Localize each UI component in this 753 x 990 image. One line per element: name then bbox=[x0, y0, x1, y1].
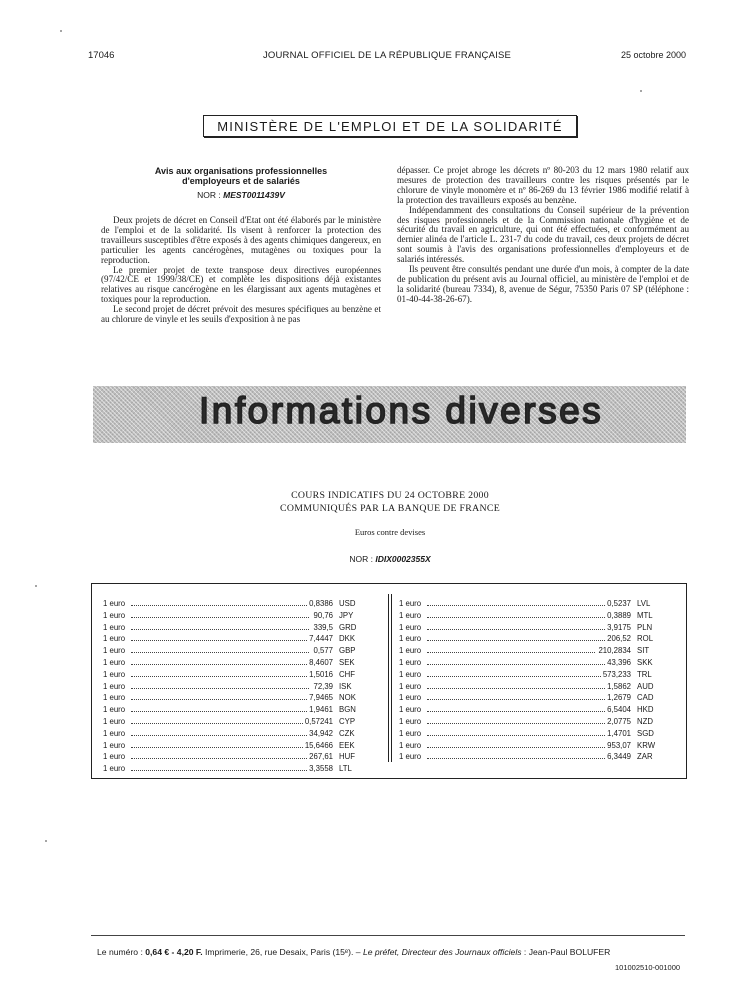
leader-dots bbox=[131, 688, 309, 689]
currency-code: JPY bbox=[339, 610, 354, 620]
footer-prefet: Le préfet, Directeur des Journaux officiels bbox=[362, 947, 522, 957]
leader-dots bbox=[131, 605, 309, 606]
rate-label: 1 euro bbox=[103, 657, 126, 667]
rate-value: 0,3889 bbox=[607, 610, 631, 620]
rate-value: 6,5404 bbox=[607, 705, 631, 715]
rate-label: 1 euro bbox=[399, 610, 422, 620]
rate-value: 72,39 bbox=[313, 681, 333, 691]
rate-label: 1 euro bbox=[103, 681, 126, 691]
leader-dots bbox=[427, 723, 607, 724]
rate-value: 0,8386 bbox=[309, 599, 333, 608]
rate-label: 1 euro bbox=[399, 728, 422, 738]
rate-row bbox=[399, 704, 675, 716]
rate-row bbox=[399, 645, 675, 657]
currency-code: USD bbox=[339, 599, 356, 608]
rate-label: 1 euro bbox=[399, 693, 422, 703]
rate-row bbox=[103, 657, 377, 669]
avis-title-line1: Avis aux organisations professionnelles bbox=[154, 166, 328, 176]
rate-value: 3,9175 bbox=[607, 622, 631, 632]
rate-row bbox=[399, 598, 675, 610]
avis-nor bbox=[101, 190, 381, 200]
currency-code: NOK bbox=[339, 693, 356, 703]
scan-speck bbox=[45, 840, 47, 842]
leader-dots bbox=[131, 640, 309, 641]
rate-value: 15,6466 bbox=[304, 740, 333, 750]
rate-row bbox=[399, 669, 675, 681]
rate-label: 1 euro bbox=[103, 764, 126, 774]
print-code: 101002510-001000 bbox=[615, 963, 681, 972]
issue-date: 25 octobre 2000 bbox=[620, 50, 686, 60]
rate-value: 1,2679 bbox=[607, 693, 631, 703]
avis-paragraph: dépasser. Ce projet abroge les décrets nº 80-203 du 12 mars 1980 relatif aux mesures de protection des travailleurs contre les risques présentés par le chlorure de vinyle monomère et nº 86-269 du 13 février 1986 modifié relatif à la protection des travailleurs exposés au benzène. bbox=[397, 165, 689, 205]
rate-value: 7,9465 bbox=[309, 693, 333, 703]
cours-nor bbox=[200, 554, 580, 564]
currency-code: KRW bbox=[637, 740, 656, 750]
banner-title: Informations diverses bbox=[199, 390, 604, 431]
footer-price: 0,64 € - 4,20 F. bbox=[145, 947, 203, 957]
rate-row bbox=[399, 657, 675, 669]
leader-dots bbox=[131, 699, 309, 700]
rate-value: 339,5 bbox=[313, 622, 333, 632]
rate-row bbox=[399, 681, 675, 693]
rate-value: 43,396 bbox=[607, 657, 631, 667]
ministry-title: MINISTÈRE DE L'EMPLOI ET DE LA SOLIDARITÉ bbox=[217, 118, 563, 134]
currency-code: SIT bbox=[637, 646, 650, 656]
currency-code: ROL bbox=[637, 634, 654, 644]
rate-value: 1,9461 bbox=[309, 705, 333, 715]
currency-code: AUD bbox=[637, 681, 654, 691]
rate-label: 1 euro bbox=[399, 740, 422, 750]
rate-value: 0,5237 bbox=[607, 599, 631, 608]
rate-row bbox=[399, 716, 675, 728]
leader-dots bbox=[131, 735, 309, 736]
cours-title bbox=[200, 489, 580, 515]
avis-right-column bbox=[397, 166, 689, 305]
rate-value: 206,52 bbox=[607, 634, 631, 644]
leader-dots bbox=[427, 699, 607, 700]
rate-row bbox=[103, 645, 377, 657]
leader-dots bbox=[131, 770, 309, 771]
scan-speck bbox=[640, 90, 642, 92]
rate-row bbox=[103, 704, 377, 716]
currency-code: GRD bbox=[339, 622, 357, 632]
rate-label: 1 euro bbox=[103, 740, 126, 750]
column-divider bbox=[388, 594, 392, 762]
rate-row bbox=[103, 633, 377, 645]
leader-dots bbox=[131, 652, 309, 653]
leader-dots bbox=[427, 629, 607, 630]
section-banner bbox=[93, 386, 686, 443]
footer-imprimerie: Imprimerie, 26, rue Desaix, Paris (15ᵉ). bbox=[204, 947, 354, 957]
rate-label: 1 euro bbox=[399, 669, 422, 679]
cours-title-line1: COURS INDICATIFS DU 24 OCTOBRE 2000 bbox=[291, 490, 489, 501]
avis-paragraph: Ils peuvent être consultés pendant une durée d'un mois, à compter de la date de publication du présent avis au Journal officiel, au ministère de l'emploi et de la solidarité (bureau 7334), 8, avenue de Ségur, 75350 Paris 07 SP (téléphone : 01-40-44-38-26-67). bbox=[397, 264, 689, 304]
rate-row bbox=[103, 681, 377, 693]
leader-dots bbox=[131, 758, 309, 759]
rate-value: 8,4607 bbox=[309, 657, 333, 667]
rate-row bbox=[399, 728, 675, 740]
rate-value: 1,5862 bbox=[607, 681, 631, 691]
rate-label: 1 euro bbox=[399, 646, 422, 656]
rate-label: 1 euro bbox=[399, 599, 422, 608]
rate-label: 1 euro bbox=[103, 716, 126, 726]
avis-nor-label: NOR : bbox=[197, 190, 221, 200]
rate-row bbox=[399, 740, 675, 752]
rate-label: 1 euro bbox=[399, 752, 422, 762]
avis-nor-code: MEST0011439V bbox=[223, 190, 285, 200]
currency-code: GBP bbox=[339, 646, 356, 656]
leader-dots bbox=[131, 617, 309, 618]
leader-dots bbox=[427, 652, 607, 653]
footer-dash: – bbox=[355, 947, 361, 957]
currency-code: BGN bbox=[339, 705, 356, 715]
rate-row bbox=[399, 633, 675, 645]
currency-code: HKD bbox=[637, 705, 654, 715]
page-number: 17046 bbox=[88, 50, 115, 61]
page-header bbox=[88, 50, 686, 64]
currency-code: CYP bbox=[339, 716, 356, 726]
leader-dots bbox=[427, 617, 607, 618]
rate-label: 1 euro bbox=[103, 693, 126, 703]
currency-code: SKK bbox=[637, 657, 653, 667]
rate-label: 1 euro bbox=[399, 705, 422, 715]
leader-dots bbox=[427, 688, 607, 689]
currency-code: DKK bbox=[339, 634, 356, 644]
cours-nor-label: NOR : bbox=[349, 554, 373, 564]
rate-row bbox=[399, 751, 675, 763]
rate-row bbox=[103, 622, 377, 634]
currency-code: EEK bbox=[339, 740, 355, 750]
rate-value: 267,61 bbox=[309, 752, 333, 762]
currency-code: LTL bbox=[339, 764, 352, 774]
currency-code: CHF bbox=[339, 669, 356, 679]
rate-value: 3,3558 bbox=[309, 764, 333, 774]
rate-value: 34,942 bbox=[309, 728, 333, 738]
rate-row bbox=[399, 622, 675, 634]
rate-label: 1 euro bbox=[103, 622, 126, 632]
rate-label: 1 euro bbox=[103, 669, 126, 679]
leader-dots bbox=[427, 605, 607, 606]
exchange-rates-table bbox=[91, 583, 687, 779]
rate-label: 1 euro bbox=[399, 657, 422, 667]
avis-paragraph: Le premier projet de texte transpose deux directives européennes (97/42/CE et 1999/38/CE) et complète les dispositions déjà existantes relatives au risque cancérogène en les élargissant aux agents mutagènes et toxiques pour la reproduction. bbox=[101, 264, 381, 305]
rate-row bbox=[399, 692, 675, 704]
scan-speck bbox=[60, 30, 62, 32]
avis-left-column bbox=[101, 166, 381, 325]
rate-label: 1 euro bbox=[103, 599, 126, 608]
leader-dots bbox=[427, 664, 607, 665]
cours-subtitle: Euros contre devises bbox=[354, 527, 426, 537]
rate-label: 1 euro bbox=[399, 716, 422, 726]
avis-paragraph: Indépendamment des consultations du Conseil supérieur de la prévention des risques professionnels et de la Commission nationale d'hygiène et de sécurité du travail en agriculture, qui ont été effectuées, et conformément au dernier alinéa de l'article L. 231-7 du code du travail, ces deux projets de décret sont soumis à l'avis des organisations professionnelles d'employeurs et de salariés intéressés. bbox=[397, 204, 689, 265]
rates-left-column bbox=[103, 598, 377, 775]
rate-row bbox=[103, 716, 377, 728]
rate-row bbox=[103, 740, 377, 752]
leader-dots bbox=[131, 629, 309, 630]
ministry-title-box bbox=[203, 115, 577, 137]
footer bbox=[97, 947, 697, 957]
rate-row bbox=[103, 598, 377, 610]
footer-rule bbox=[91, 935, 685, 936]
rate-row bbox=[103, 669, 377, 681]
rate-value: 6,3449 bbox=[607, 752, 631, 762]
rate-label: 1 euro bbox=[399, 681, 422, 691]
footer-numero-label: Le numéro : bbox=[97, 947, 143, 957]
leader-dots bbox=[427, 640, 607, 641]
currency-code: SGD bbox=[637, 728, 654, 738]
rate-label: 1 euro bbox=[103, 646, 126, 656]
avis-title bbox=[101, 166, 381, 186]
rate-row bbox=[103, 692, 377, 704]
footer-director: : Jean-Paul BOLUFER bbox=[523, 947, 611, 957]
scan-speck bbox=[35, 585, 37, 587]
rate-label: 1 euro bbox=[399, 634, 422, 644]
rate-value: 90,76 bbox=[313, 610, 333, 620]
currency-code: TRL bbox=[637, 669, 652, 679]
rate-value: 210,2834 bbox=[598, 646, 631, 656]
rate-row bbox=[103, 728, 377, 740]
rate-row bbox=[399, 610, 675, 622]
rate-label: 1 euro bbox=[103, 705, 126, 715]
currency-code: ISK bbox=[339, 681, 352, 691]
journal-title: JOURNAL OFFICIEL DE LA RÉPUBLIQUE FRANÇAISE bbox=[262, 50, 512, 61]
rate-value: 573,233 bbox=[602, 669, 631, 679]
rate-label: 1 euro bbox=[103, 728, 126, 738]
avis-title-line2: d'employeurs et de salariés bbox=[182, 176, 300, 186]
rate-value: 7,4447 bbox=[309, 634, 333, 644]
currency-code: SEK bbox=[339, 657, 355, 667]
leader-dots bbox=[427, 735, 607, 736]
rate-value: 953,07 bbox=[607, 740, 631, 750]
leader-dots bbox=[131, 723, 309, 724]
leader-dots bbox=[427, 676, 607, 677]
currency-code: LVL bbox=[637, 599, 651, 608]
rates-right-column bbox=[399, 598, 675, 763]
currency-code: ZAR bbox=[637, 752, 653, 762]
rate-row bbox=[103, 610, 377, 622]
rate-value: 1,5016 bbox=[309, 669, 333, 679]
rate-row bbox=[103, 751, 377, 763]
leader-dots bbox=[427, 747, 607, 748]
cours-title-line2: COMMUNIQUÉS PAR LA BANQUE DE FRANCE bbox=[280, 503, 500, 514]
leader-dots bbox=[131, 664, 309, 665]
rate-label: 1 euro bbox=[399, 622, 422, 632]
avis-paragraph: Deux projets de décret en Conseil d'Etat ont été élaborés par le ministère de l'emploi et de la solidarité. Ils visent à renforcer la protection des travailleurs susceptibles d'être exposés à des agents chimiques dangereux, en particulier les agents cancérogènes, mutagènes ou toxiques pour la reproduction. bbox=[101, 215, 381, 265]
rate-value: 0,57241 bbox=[304, 716, 333, 726]
rate-row bbox=[103, 763, 377, 775]
leader-dots bbox=[131, 676, 309, 677]
currency-code: CAD bbox=[637, 693, 654, 703]
currency-code: CZK bbox=[339, 728, 355, 738]
leader-dots bbox=[427, 758, 607, 759]
leader-dots bbox=[131, 711, 309, 712]
currency-code: NZD bbox=[637, 716, 654, 726]
cours-nor-code: IDIX0002355X bbox=[375, 554, 431, 564]
currency-code: HUF bbox=[339, 752, 356, 762]
avis-paragraph: Le second projet de décret prévoit des mesures spécifiques au benzène et au chlorure de vinyle et les seuils d'exposition à ne pas bbox=[101, 304, 381, 325]
rate-value: 1,4701 bbox=[607, 728, 631, 738]
rate-label: 1 euro bbox=[103, 610, 126, 620]
rate-label: 1 euro bbox=[103, 752, 126, 762]
rate-value: 2,0775 bbox=[607, 716, 631, 726]
leader-dots bbox=[427, 711, 607, 712]
currency-code: PLN bbox=[637, 622, 653, 632]
leader-dots bbox=[131, 747, 309, 748]
rate-label: 1 euro bbox=[103, 634, 126, 644]
currency-code: MTL bbox=[637, 610, 653, 620]
rate-value: 0,577 bbox=[313, 646, 333, 656]
